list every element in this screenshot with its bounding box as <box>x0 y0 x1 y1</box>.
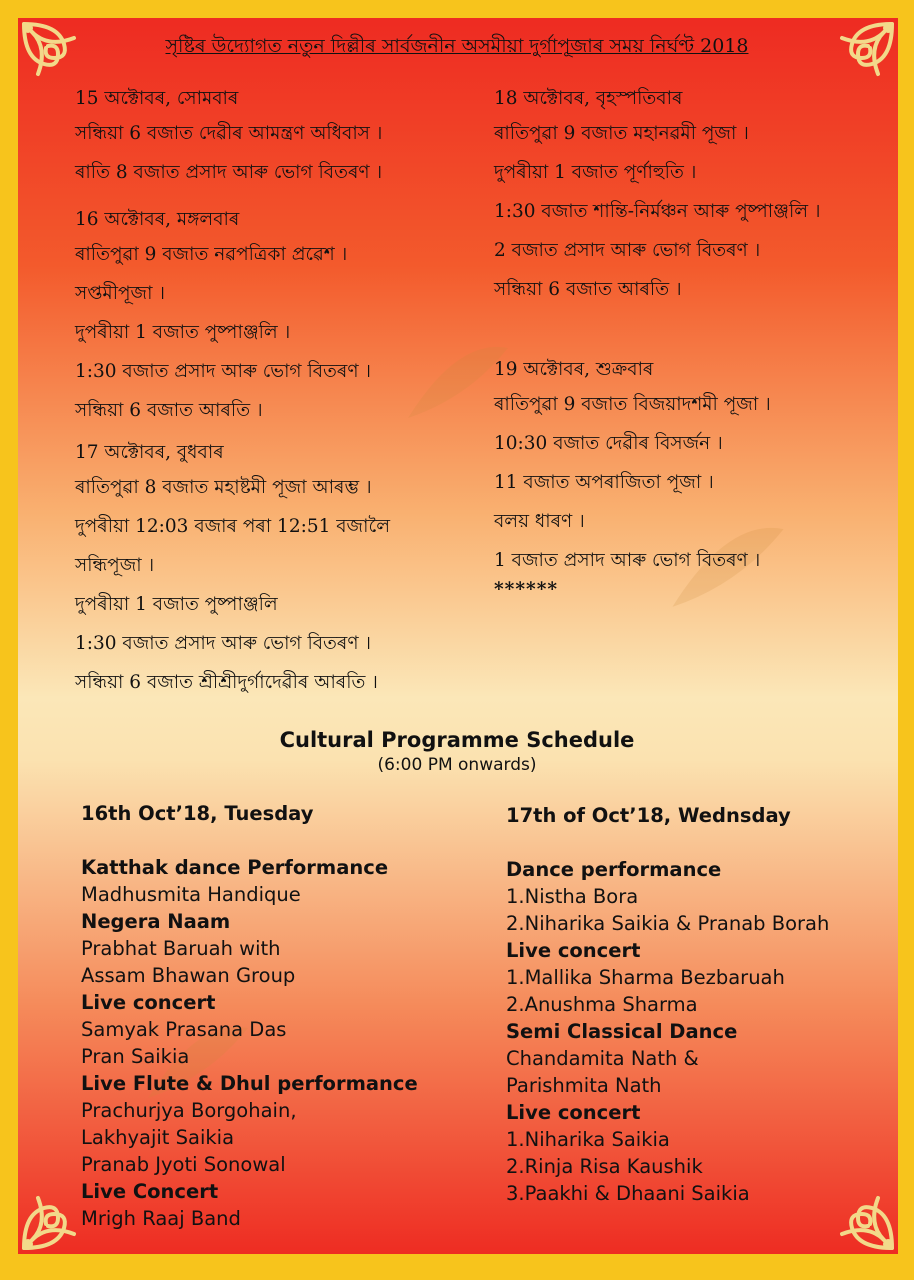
puja-day <box>75 84 475 192</box>
day-date: 16 অক্টোবৰ, মঙ্গলবাৰ <box>75 209 240 230</box>
performer-name: 1.Nistha Bora <box>506 885 639 908</box>
schedule-line: সন্ধিয়া 6 বজাত আৰতি । <box>494 279 682 300</box>
performer-name: Assam Bhawan Group <box>81 964 296 987</box>
schedule-line: ৰাতি 8 বজাত প্ৰসাদ আৰু ভোগ বিতৰণ । <box>75 162 383 183</box>
schedule-line: সপ্তমীপূজা । <box>75 283 165 304</box>
cultural-subtitle: (6:00 PM onwards) <box>377 755 537 775</box>
page-title: সৃষ্টিৰ উদ্যোগত নতুন দিল্লীৰ সাৰ্বজনীন অসমীয়া দুৰ্গাপূজাৰ সময় নিৰ্ঘণ্ট 2018 <box>165 35 749 57</box>
performer-name: Prabhat Baruah with <box>81 937 281 960</box>
puja-day <box>494 84 894 309</box>
schedule-line: ৰাতিপুৱা 8 বজাত মহাষ্টমী পূজা আৰম্ভ । <box>75 477 372 498</box>
schedule-line: ৰাতিপুৱা 9 বজাত নৱপত্ৰিকা প্ৰৱেশ । <box>75 244 348 265</box>
day-date: 17 অক্টোবৰ, বুধবাৰ <box>75 442 224 463</box>
event-title: Live Concert <box>81 1180 219 1203</box>
performer-name: Chandamita Nath & <box>506 1047 699 1070</box>
performer-name: Lakhyajit Saikia <box>81 1126 235 1149</box>
schedule-line: দুপৰীয়া 1 বজাত পুষ্পাঞ্জলি । <box>75 322 291 343</box>
schedule-line: 1:30 বজাত প্ৰসাদ আৰু ভোগ বিতৰণ । <box>75 361 372 382</box>
schedule-line: 2 বজাত প্ৰসাদ আৰু ভোগ বিতৰণ । <box>494 240 761 261</box>
cultural-day-right <box>506 802 906 1207</box>
day-date: 18 অক্টোবৰ, বৃহস্পতিবাৰ <box>494 88 683 109</box>
schedule-line: দুপৰীয়া 12:03 বজাৰ পৰা 12:51 বজালৈ <box>75 516 391 537</box>
event-title: Live concert <box>506 939 641 962</box>
day-heading: 17th of Oct’18, Wednsday <box>506 804 791 827</box>
schedule-line: 1 বজাত প্ৰসাদ আৰু ভোগ বিতৰণ । <box>494 550 761 571</box>
performer-name: 2.Niharika Saikia & Pranab Borah <box>506 912 830 935</box>
performer-name: 2.Rinja Risa Kaushik <box>506 1155 703 1178</box>
event-title: Dance performance <box>506 858 722 881</box>
schedule-line: সন্ধিয়া 6 বজাত দেৱীৰ আমন্ত্ৰণ অধিবাস । <box>75 123 383 144</box>
cultural-day-left <box>81 800 481 1232</box>
event-title: Negera Naam <box>81 910 231 933</box>
performer-name: Parishmita Nath <box>506 1074 662 1097</box>
performer-name: Samyak Prasana Das <box>81 1018 287 1041</box>
schedule-line: 1:30 বজাত প্ৰসাদ আৰু ভোগ বিতৰণ । <box>75 633 372 654</box>
schedule-line: সন্ধিয়া 6 বজাত আৰতি । <box>75 400 263 421</box>
schedule-line: সন্ধিপূজা । <box>75 555 155 576</box>
performer-name: Prachurjya Borgohain, <box>81 1099 297 1122</box>
end-stars: ****** <box>494 579 559 600</box>
performer-name: Pran Saikia <box>81 1045 190 1068</box>
performer-name: 2.Anushma Sharma <box>506 993 698 1016</box>
schedule-line: 1:30 বজাত শান্তি-নিৰ্মঞ্চন আৰু পুষ্পাঞ্জলি । <box>494 201 821 222</box>
puja-day <box>75 438 475 702</box>
cultural-title: Cultural Programme Schedule <box>279 728 635 752</box>
schedule-line: 10:30 বজাত দেৱীৰ বিসৰ্জন । <box>494 433 723 454</box>
event-title: Katthak dance Performance <box>81 856 389 879</box>
performer-name: Pranab Jyoti Sonowal <box>81 1153 286 1176</box>
schedule-line: ৰাতিপুৱা 9 বজাত মহানৱমী পূজা । <box>494 123 749 144</box>
puja-day <box>494 355 894 580</box>
performer-name: Madhusmita Handique <box>81 883 301 906</box>
performer-name: Mrigh Raaj Band <box>81 1207 241 1230</box>
puja-schedule-left <box>75 84 475 702</box>
event-title: Live concert <box>506 1101 641 1124</box>
schedule-line: বলয় ধাৰণ । <box>494 511 585 532</box>
event-title: Live concert <box>81 991 216 1014</box>
event-title: Semi Classical Dance <box>506 1020 738 1043</box>
day-date: 19 অক্টোবৰ, শুক্ৰবাৰ <box>494 359 654 380</box>
performer-name: 3.Paakhi & Dhaani Saikia <box>506 1182 750 1205</box>
schedule-line: দুপৰীয়া 1 বজাত পুষ্পাঞ্জলি <box>75 594 278 615</box>
puja-day <box>75 205 475 430</box>
schedule-line: ৰাতিপুৱা 9 বজাত বিজয়াদশমী পূজা । <box>494 394 771 415</box>
day-gap <box>494 309 894 355</box>
day-heading: 16th Oct’18, Tuesday <box>81 802 314 825</box>
schedule-line: দুপৰীয়া 1 বজাত পূৰ্ণাহুতি । <box>494 162 697 183</box>
day-gap <box>75 430 475 438</box>
day-date: 15 অক্টোবৰ, সোমবাৰ <box>75 88 239 109</box>
schedule-line: সন্ধিয়া 6 বজাত শ্ৰীশ্ৰীদুৰ্গাদেৱীৰ আৰতি । <box>75 672 378 693</box>
puja-schedule-right <box>494 84 894 604</box>
day-gap <box>75 192 475 205</box>
event-title: Live Flute & Dhul performance <box>81 1072 418 1095</box>
performer-name: 1.Niharika Saikia <box>506 1128 670 1151</box>
schedule-line: 11 বজাত অপৰাজিতা পূজা । <box>494 472 714 493</box>
performer-name: 1.Mallika Sharma Bezbaruah <box>506 966 785 989</box>
